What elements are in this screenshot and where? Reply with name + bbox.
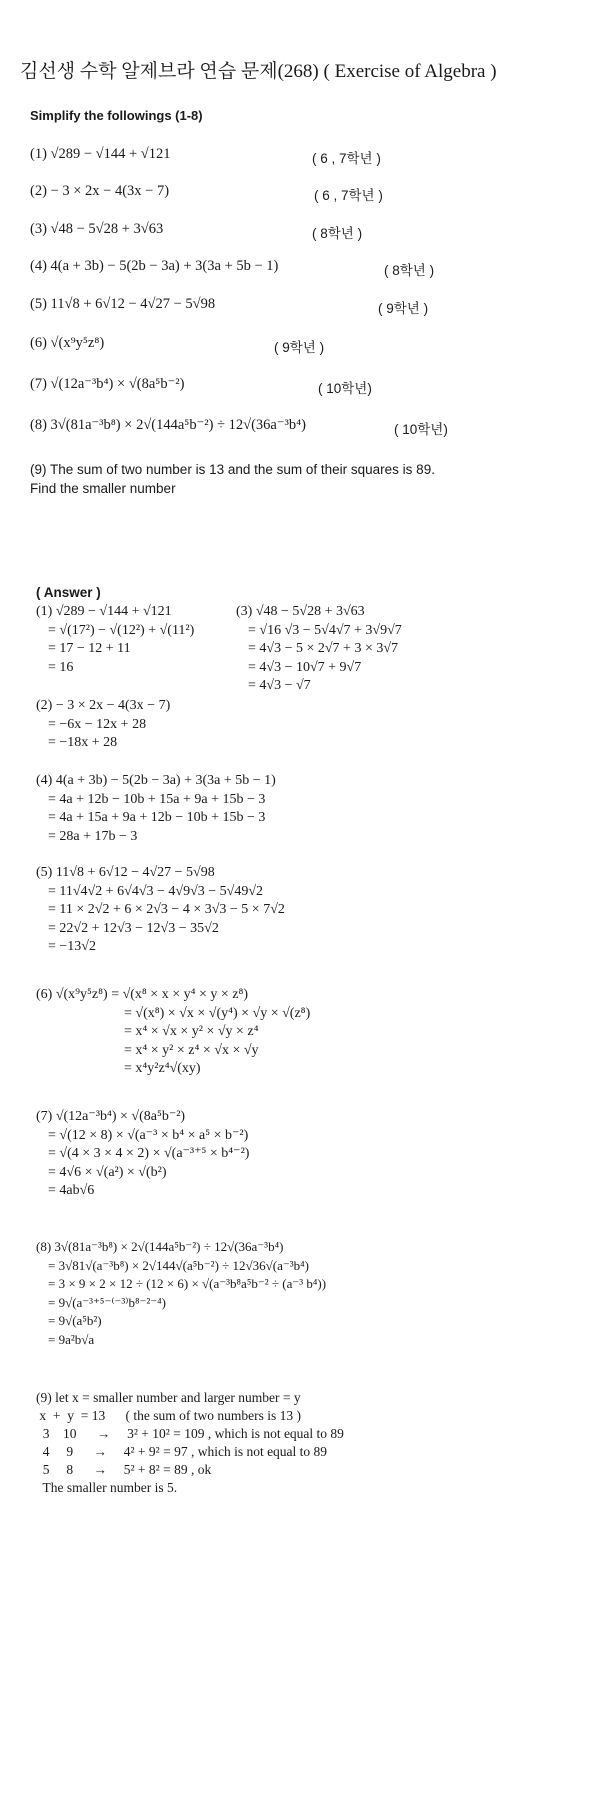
answer-6-line: (6) √(x⁹y⁵z⁸) = √(x⁸ × x × y⁴ × y × z⁸)	[36, 987, 249, 1002]
answer-9-line: The smaller number is 5.	[36, 1480, 178, 1495]
instructions-heading: Simplify the followings (1-8)	[30, 108, 203, 123]
answer-8-line: = 3 × 9 × 2 × 12 ÷ (12 × 6) × √(a⁻³b⁸a⁵b⁻² ÷ (a⁻³ b⁴))	[48, 1276, 327, 1291]
answer-8-line: = 9√(a⁻³⁺⁵⁻⁽⁻³⁾b⁸⁻²⁻⁴)	[48, 1294, 166, 1310]
answer-8-line: = 3√81√(a⁻³b⁸) × 2√144√(a⁵b⁻²) ÷ 12√36√(a⁻³b⁴)	[48, 1257, 310, 1273]
answer-9-line: (9) let x = smaller number and larger number = y	[36, 1390, 301, 1405]
answer-5-line: (5) 11√8 + 6√12 − 4√27 − 5√98	[36, 865, 215, 880]
answer-4-line: (4) 4(a + 3b) − 5(2b − 3a) + 3(3a + 5b − 1)	[36, 773, 276, 788]
answer-7-line: (7) √(12a⁻³b⁴) × √(8a⁵b⁻²)	[36, 1109, 186, 1124]
answer-5	[36, 864, 285, 957]
answer-1-line: = 16	[48, 659, 74, 675]
grade-label-1: ( 6 , 7학년 )	[312, 151, 381, 166]
answer-5-line: = −13√2	[48, 939, 96, 954]
answer-1-line: (1) √289 − √144 + √121	[36, 604, 172, 619]
answer-heading: ( Answer )	[36, 585, 101, 600]
answer-3-line: = 4√3 − 5 × 2√7 + 3 × 3√7	[248, 641, 399, 656]
problem-9-line-1: (9) The sum of two number is 13 and the sum of their squares is 89.	[30, 462, 435, 477]
grade-label-5: ( 9학년 )	[378, 301, 429, 316]
problem-5: (5) 11√8 + 6√12 − 4√27 − 5√98	[30, 296, 216, 312]
answer-3	[236, 603, 402, 696]
answer-5-line: = 11 × 2√2 + 6 × 2√3 − 4 × 3√3 − 5 × 7√2	[48, 902, 285, 917]
answer-9-line: 4 9 → 4² + 9² = 97 , which is not equal to 89	[36, 1444, 328, 1459]
problem-4: (4) 4(a + 3b) − 5(2b − 3a) + 3(3a + 5b − 1)	[30, 258, 279, 274]
problem-2: (2) − 3 × 2x − 4(3x − 7)	[30, 183, 170, 199]
problem-7: (7) √(12a⁻³b⁴) × √(8a⁵b⁻²)	[30, 376, 185, 392]
answer-4-line: = 4a + 15a + 9a + 12b − 10b + 15b − 3	[48, 810, 266, 825]
answer-9	[36, 1389, 344, 1497]
problem-1: (1) √289 − √144 + √121	[30, 146, 171, 162]
answer-2	[36, 697, 170, 753]
answer-6-line: = √(x⁸) × √x × √(y⁴) × √y × √(z⁸)	[124, 1005, 311, 1021]
answer-3-line: = 4√3 − √7	[248, 678, 311, 693]
grade-label-4: ( 8학년 )	[384, 263, 435, 278]
answer-7-line: = √(4 × 3 × 4 × 2) × √(a⁻³⁺⁵ × b⁴⁻²)	[48, 1146, 250, 1161]
answer-3-line: = 4√3 − 10√7 + 9√7	[248, 659, 362, 675]
answer-1	[36, 603, 194, 677]
answer-4	[36, 772, 276, 846]
answer-6-line: = x⁴ × y² × z⁴ × √x × √y	[124, 1042, 259, 1058]
answer-6	[36, 986, 310, 1079]
grade-label-6: ( 9학년 )	[274, 340, 325, 355]
answer-6-line: = x⁴y²z⁴√(xy)	[124, 1061, 201, 1076]
answer-2-line: = −6x − 12x + 28	[48, 716, 147, 732]
answer-8-line: (8) 3√(81a⁻³b⁸) × 2√(144a⁵b⁻²) ÷ 12√(36a⁻³b⁴)	[36, 1239, 284, 1254]
answer-1-line: = √(17²) − √(12²) + √(11²)	[48, 622, 195, 638]
answer-8-line: = 9a²b√a	[48, 1331, 95, 1347]
answer-8-line: = 9√(a⁵b²)	[48, 1313, 102, 1328]
answer-6-line: = x⁴ × √x × y² × √y × z⁴	[124, 1024, 259, 1039]
problem-9	[30, 460, 550, 498]
grade-label-7: ( 10학년)	[318, 381, 372, 396]
answer-9-line: 5 8 → 5² + 8² = 89 , ok	[36, 1462, 212, 1477]
answer-3-line: = √16 √3 − 5√4√7 + 3√9√7	[248, 622, 402, 638]
answer-9-line: x + y = 13 ( the sum of two numbers is 13 )	[36, 1408, 301, 1423]
answer-3-line: (3) √48 − 5√28 + 3√63	[236, 604, 365, 619]
grade-label-8: ( 10학년)	[394, 422, 448, 437]
answer-5-line: = 22√2 + 12√3 − 12√3 − 35√2	[48, 920, 219, 936]
answer-8	[36, 1238, 326, 1349]
answer-7	[36, 1108, 249, 1201]
answer-7-line: = √(12 × 8) × √(a⁻³ × b⁴ × a⁵ × b⁻²)	[48, 1127, 249, 1143]
answer-7-line: = 4√6 × √(a²) × √(b²)	[48, 1164, 167, 1180]
answer-4-line: = 28a + 17b − 3	[48, 828, 138, 844]
answer-4-line: = 4a + 12b − 10b + 15a + 9a + 15b − 3	[48, 791, 266, 807]
answer-2-line: = −18x + 28	[48, 735, 118, 750]
problem-8: (8) 3√(81a⁻³b⁸) × 2√(144a⁵b⁻²) ÷ 12√(36a⁻³b⁴)	[30, 417, 306, 433]
problem-9-line-2: Find the smaller number	[30, 481, 176, 496]
problem-6: (6) √(x⁹y⁵z⁸)	[30, 335, 105, 351]
grade-label-2: ( 6 , 7학년 )	[314, 188, 383, 203]
page-title: 김선생 수학 알제브라 연습 문제(268) ( Exercise of Algebra )	[20, 61, 497, 82]
grade-label-3: ( 8학년 )	[312, 226, 363, 241]
answer-7-line: = 4ab√6	[48, 1183, 95, 1198]
answer-5-line: = 11√4√2 + 6√4√3 − 4√9√3 − 5√49√2	[48, 883, 264, 899]
problem-3: (3) √48 − 5√28 + 3√63	[30, 221, 164, 237]
answer-2-line: (2) − 3 × 2x − 4(3x − 7)	[36, 698, 171, 713]
answer-9-line: 3 10 → 3² + 10² = 109 , which is not equal to 89	[36, 1426, 344, 1441]
answer-1-line: = 17 − 12 + 11	[48, 641, 131, 656]
